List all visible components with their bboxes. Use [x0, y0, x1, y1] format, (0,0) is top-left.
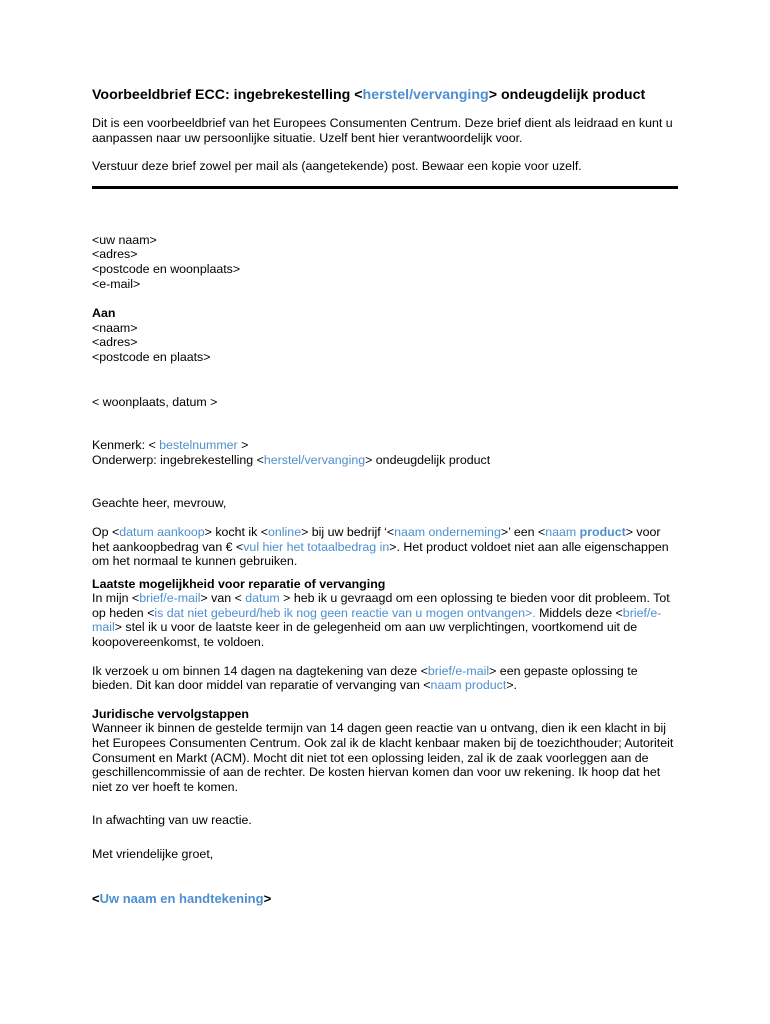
closing-greeting: Met vriendelijke groet, — [92, 847, 214, 861]
title-placeholder: herstel/vervanging — [362, 87, 489, 103]
product-name-placeholder: naam product — [430, 678, 507, 693]
intro-paragraph: Dit is een voorbeeldbrief van het Europees Consumenten Centrum. Deze brief dient als leidraad en kunt u aanpassen naar uw persoonlijke situatie. Uzelf bent hier verantwoordelijk voor. — [92, 116, 673, 145]
recipient-address: <adres> — [92, 335, 138, 350]
letter-type-placeholder: brief/e-mail — [92, 605, 662, 635]
reference-kenmerk: Kenmerk: < bestelnummer > — [92, 438, 249, 453]
send-instruction: Verstuur deze brief zowel per mail als (aangetekende) post. Bewaar een kopie voor uzelf. — [92, 159, 582, 174]
sender-name: <uw naam> — [92, 232, 157, 247]
recipient-label: Aan — [92, 306, 116, 321]
divider-line — [92, 186, 678, 189]
subject-placeholder: herstel/vervanging — [263, 452, 366, 467]
sender-block — [92, 233, 680, 291]
section-text: Wanneer ik binnen de gestelde termijn van 14 dagen geen reactie van u ontvang, dien ik een klacht in bij het Europees Consumenten Centrum. Ook zal ik de klacht kenbaar maken bij de toezichthouder; Autoriteit Consument en Markt (ACM). Mocht dit niet tot een oplossing leiden, zal ik de zaak voorleggen aan de geschillencommissie of aan de rechter. De kosten hiervan komen dan voor uw rekening. Ik hoop dat het niet zo ver hoeft te komen. — [92, 721, 674, 794]
reference-block — [92, 438, 680, 467]
date-placeholder: datum — [245, 591, 280, 606]
reference-subject: Onderwerp: ingebrekestelling <herstel/vervanging> ondeugdelijk product — [92, 452, 491, 467]
section-last-chance — [92, 577, 680, 650]
sender-email: <e-mail> — [92, 276, 141, 291]
product-placeholder: naam product — [545, 524, 626, 539]
letter-type-placeholder: brief/e-mail — [139, 591, 201, 606]
purchase-date-placeholder: datum aankoop — [119, 524, 205, 539]
paragraph-purchase: Op <datum aankoop> kocht ik <online> bij uw bedrijf ‘<naam onderneming>’ een <naam product> voor het aankoopbedrag van € <vul hier het totaalbedrag in>. Het product voldoet niet aan alle eigenschappen om het normaal te kunnen gebruiken. — [92, 524, 669, 569]
section-heading: Juridische vervolgstappen — [92, 706, 250, 721]
channel-placeholder: online — [268, 524, 302, 539]
recipient-postcode: <postcode en plaats> — [92, 349, 211, 364]
section-legal — [92, 707, 680, 795]
document-title — [92, 86, 680, 104]
closing-awaiting: In afwachting van uw reactie. — [92, 813, 252, 828]
recipient-block — [92, 306, 680, 364]
letter-type-placeholder: brief/e-mail — [427, 663, 490, 678]
signature-placeholder: <Uw naam en handtekening> — [92, 890, 272, 906]
recipient-name: <naam> — [92, 320, 138, 335]
section-text: In mijn <brief/e-mail> van < datum > heb ik u gevraagd om een oplossing te bieden voor dit probleem. Tot op heden <is dat niet gebeurd/heb ik nog geen reactie van u mogen ontvangen>. Middels deze <brief/e-mail> stel ik u voor de laatste keer in de gelegenheid om aan uw verplichtingen, voortkomend uit de koopovereenkomst, te voldoen. — [92, 591, 670, 650]
company-placeholder: naam onderneming — [394, 524, 501, 539]
letter-page — [92, 86, 680, 906]
sender-address: <adres> — [92, 247, 138, 262]
sender-postcode: <postcode en woonplaats> — [92, 261, 241, 276]
amount-placeholder: vul hier het totaalbedrag in — [243, 539, 390, 554]
title-text-end: > ondeugdelijk product — [488, 87, 646, 103]
response-placeholder: is dat niet gebeurd/heb ik nog geen reactie van u mogen ontvangen>. — [154, 605, 536, 620]
place-date: < woonplaats, datum > — [92, 394, 218, 409]
section-heading: Laatste mogelijkheid voor reparatie of vervanging — [92, 576, 386, 591]
title-text-start: Voorbeeldbrief ECC: ingebrekestelling < — [92, 87, 363, 103]
order-number-placeholder: bestelnummer — [159, 438, 238, 453]
salutation: Geachte heer, mevrouw, — [92, 496, 227, 511]
paragraph-request: Ik verzoek u om binnen 14 dagen na dagtekening van deze <brief/e-mail> een gepaste oplossing te bieden. Dit kan door middel van reparatie of vervanging van <naam product>. — [92, 663, 638, 693]
